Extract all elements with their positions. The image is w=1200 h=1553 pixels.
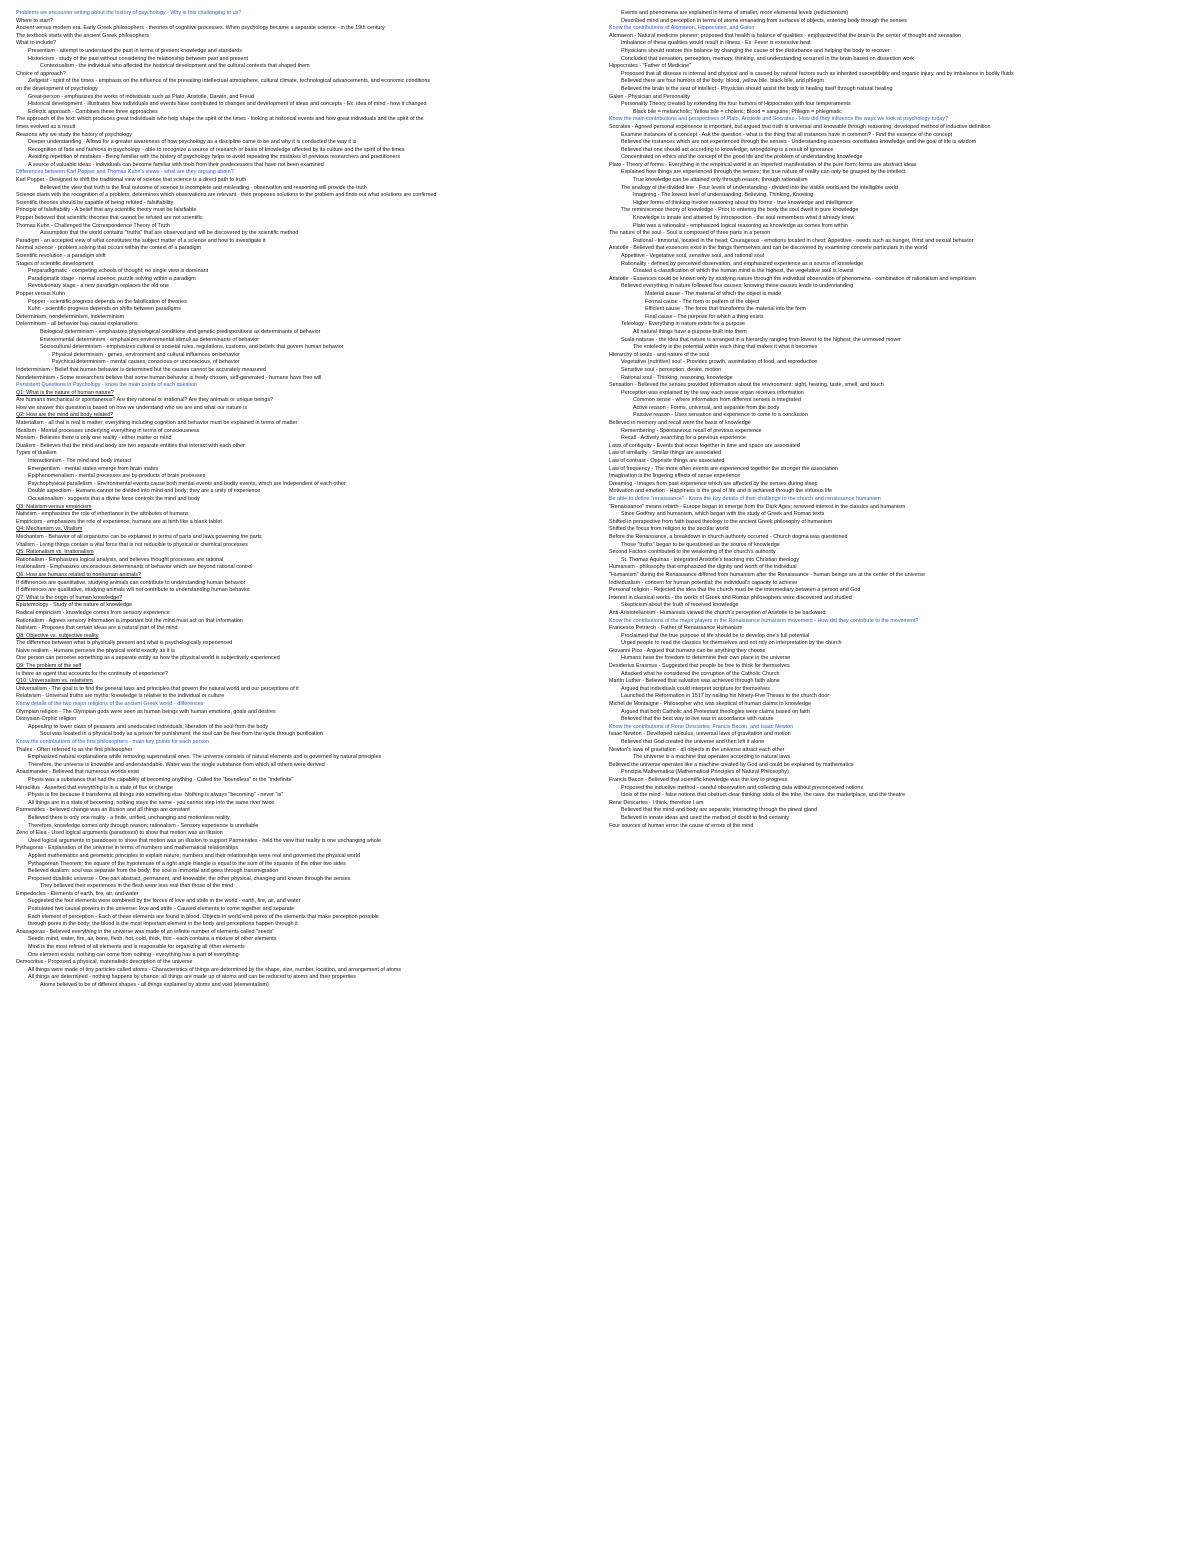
- note-line: Argued that both Catholic and Protestant theologies were claims based on faith: [621, 708, 810, 715]
- note-line: Biological determinism - emphasizes physiological conditions and genetic predispositions as determinants of behavior: [40, 328, 321, 335]
- question-heading: Q3: Nativism versus empiricism: [16, 503, 92, 510]
- note-line: Each element of perception - Each of these elements are found in blood. Objects in world emit pores of the elements that make perception possible: [28, 913, 379, 920]
- note-line: Personality Theory created by extending the four humors of Hippocrates with four temperaments: [621, 101, 851, 108]
- note-line: Zeno of Elea - Used logical arguments (paradoxes) to show that motion was an illusion: [16, 830, 223, 837]
- note-line: Socrates - Agreed personal experience is important, but argued that truth is universal and knowable through reasoning; developed method of inductive definition: [609, 123, 991, 130]
- note-line: Empiricism - emphasizes the role of experience; humans are at birth like a blank tablet: [16, 518, 222, 525]
- note-line: Epiphenomenalism - mental processes are by-products of brain processes: [28, 473, 206, 480]
- note-line: Individualism - concern for human potential; the individual's capacity to achieve: [609, 579, 798, 586]
- note-line: Believed the brain is the seat of intellect - Physician should assist the body in healing itself through natural healing: [621, 85, 893, 92]
- note-line: Emergentism - mental states emerge from brain states: [28, 465, 159, 472]
- note-line: Olympian religion - The Olympian gods were seen as human beings with human emotions, goals and desires: [16, 708, 276, 715]
- note-line: Eclectic approach - Combines these three approaches: [28, 108, 158, 115]
- note-line: Anaxagoras - Believed everything in the universe was made of an infinite number of elements called "seeds": [16, 928, 275, 935]
- section-heading: Know the contributions of Rene Descartes, Francis Bacon, and Isaac Newton: [609, 723, 794, 730]
- section-heading: Problems we encounter writing about the history of psychology - Why is this challenging to us?: [16, 10, 242, 16]
- note-line: Popper believed that scientific theories that cannot be refuted are not scientific: [16, 215, 203, 222]
- note-line: Francesco Petrarch - Father of Renaissance Humanism: [609, 625, 743, 632]
- note-line: Thales - Often referred to as the first philosopher: [16, 746, 133, 753]
- note-line: All natural things have a purpose built into them: [633, 328, 747, 335]
- note-line: One element exists; nothing can come from nothing - everything has a part of everything: [28, 951, 239, 958]
- note-line: Aristotle - Essences could be known only by studying nature through the individual observation of phenomena - combination of rationalism and empiricism: [609, 275, 976, 282]
- note-line: "Renaissance" means rebirth - Europe began to emerge from the Dark Ages; renewed interest in the classics and humanism: [609, 503, 906, 510]
- note-line: Principia Mathematica (Mathematical Principles of Natural Philosophy): [621, 769, 789, 776]
- note-line: Interactionism - The mind and body interact: [28, 458, 132, 465]
- note-line: All things are determined - nothing happens by chance; all things are made up of atoms and can be reduced to atoms and their properties: [28, 974, 356, 981]
- note-line: Giovanni Pico - Argued that humans can be anything they choose: [609, 647, 766, 654]
- note-line: Knowledge is innate and attained by introspection - the soul remembers what it already knew: [633, 215, 855, 222]
- note-line: Concluded that sensation, perception, memory, thinking, and understanding occurred in the brain based on dissection work: [621, 55, 914, 62]
- note-line: Believed dualism: soul was separate from the body; the soul is immortal and goes through transmigration: [28, 868, 279, 875]
- note-line: Therefore, knowledge comes only through reason; rationalism - Sensory experience is unreliable: [28, 822, 259, 829]
- note-line: Created a classification of which the human mind is the highest, the vegetative soul is lowest: [633, 268, 854, 275]
- note-line: Hippocrates - "Father of Medicine": [609, 63, 692, 70]
- note-line: Believed the view that truth is the final outcome of science is incomplete and misleading - observation and reasoning will provide the truth: [40, 184, 367, 191]
- note-line: Where to start?: [16, 17, 53, 24]
- section-heading: Know the contributions of the major players in the Renaissance humanism movement - How did they contribute to the movement?: [609, 617, 919, 624]
- note-line: Four sources of human error: the cause of errors of the mind: [609, 822, 754, 829]
- note-line: If differences are quantitative, studying animals can contribute to understanding human behavior: [16, 579, 246, 586]
- note-line: Types of dualism: [16, 450, 57, 457]
- note-line: Mechanism - Behavior of all organisms can be explained in terms of parts and laws governing the parts: [16, 533, 262, 540]
- note-line: Used logical arguments to paradoxes to show that motion was an illusion to support Parmenides - held the view that reality is one unchanging whole: [28, 837, 381, 844]
- note-line: Attacked what he considered the corruption of the Catholic Church: [621, 670, 780, 677]
- note-line: Occasionalism - suggests that a divine force controls the mind and body: [28, 496, 200, 502]
- note-line: A source of valuable ideas - individuals can become familiar with tools from their predecessors that have not been examined: [28, 161, 324, 168]
- note-line: Concentrated on ethics and the concept of the good life and the problem of understanding knowledge: [621, 154, 863, 161]
- note-line: Argued that individuals could interpret scripture for themselves: [621, 685, 770, 692]
- note-line: The textbook starts with the ancient Greek philosophers: [16, 32, 150, 39]
- note-line: Pythagorean Theorem: the square of the hypotenuse of a right angle triangle is equal to the sum of the squares of the other two sides: [28, 860, 346, 867]
- note-line: Vitalism - Living things contain a vital force that is not reducible to physical or chemical processes: [16, 541, 248, 548]
- note-line: Radical empiricism - knowledge comes from sensory experience: [16, 609, 170, 616]
- note-line: Believed that the mind and body are separate; interacting through the pineal gland: [621, 807, 817, 814]
- note-line: Teleology - Everything in nature exists for a purpose: [621, 321, 746, 328]
- note-line: The entelechy is the potential within each thing that makes it what it becomes: [633, 344, 818, 351]
- note-line: Recognition of fads and fashions in psychology - able to recognize a source of research or basis of knowledge affected by its culture and the spirit of the times: [28, 146, 405, 153]
- note-line: Environmental determinism - emphasizes environmental stimuli as determinants of behavior: [40, 336, 260, 343]
- note-line: Determinism, nondeterminism, indeterminism: [16, 313, 125, 320]
- note-line: Irrationalism - Emphasizes unconscious determinants of behavior which are beyond rational control: [16, 564, 253, 571]
- note-line: Therefore, the universe is knowable and understandable. Water was the single substance from which all others were derived: [28, 761, 325, 768]
- note-line: Historicism - study of the past without considering the relationship between past and present: [28, 55, 248, 62]
- note-line: Stages of scientific development: [16, 260, 94, 267]
- note-line: Rational soul - Thinking, reasoning, knowledge: [621, 374, 733, 381]
- note-line: What to include?: [16, 40, 57, 47]
- note-line: Applied mathematics and geometric principles to explain nature; numbers and their relationships were real and governed the physical world: [28, 852, 361, 859]
- note-line: Epistemology - Study of the nature of knowledge: [16, 602, 132, 609]
- question-heading: Q1: What is the nature of human nature?: [16, 389, 114, 396]
- note-line: Psychical determinism - mental causes, conscious or unconscious, of behavior: [52, 359, 240, 366]
- note-line: Physis was a substance that had the capability of becoming anything - Called the "boundless" or the "indefinite": [28, 776, 294, 783]
- note-line: Choice of approach?: [16, 70, 66, 77]
- note-line: Assumption that the world contains "truths" that are observed and will be discovered by the scientific method: [40, 230, 299, 237]
- note-line: Physicians should restore this balance by changing the cause of the disturbance and helping the body to recover: [621, 47, 890, 54]
- note-line: Determinism - all behavior has causal explanations: [16, 321, 138, 328]
- note-line: Kuhn - scientific progress depends on shifts between paradigms: [28, 306, 181, 313]
- note-line: Imagination is the lingering effects of sense experience: [609, 473, 741, 480]
- note-line: Plato was a rationalist - emphasized logical reasoning as knowledge as comes from within: [633, 222, 848, 229]
- note-line: Vegetative (nutritive) soul - Provides growth, assimilation of food, and reproduction: [621, 359, 818, 366]
- note-line: Mind is the most refined of all elements and is responsible for organizing all other elements: [28, 944, 245, 951]
- note-line: Urged people to read the classics for themselves and not rely on interpretation by the church: [621, 640, 842, 647]
- note-line: Dreaming - Images from past experience which are affected by the senses during sleep: [609, 480, 818, 487]
- note-line: Psychophysical parallelism - Environmental events cause both mental events and bodily events, which are independent of each other: [28, 480, 346, 487]
- note-line: Formal cause - The form or pattern of the object: [645, 298, 760, 305]
- note-line: Double aspectism - Humans cannot be divided into mind and body; they are a unity of experience: [28, 488, 261, 495]
- note-line: Events and phenomena are explained in terms of smaller, more elemental levels (reductionism): [621, 10, 849, 16]
- note-line: The nature of the soul - Soul is composed of three parts in a person: [609, 230, 771, 237]
- note-line: Recall - Actively searching for a previous experience: [621, 435, 746, 442]
- note-line: Believed that God created the universe and then left it alone: [621, 739, 765, 745]
- note-line: Common sense - where information from different senses is integrated: [633, 397, 801, 404]
- note-line: Second Factors contributed to the weakening of the church's authority: [609, 549, 776, 556]
- note-line: Remembering - Spontaneous recall of previous experience: [621, 427, 762, 434]
- question-heading: Q10: Universalism vs. relativism: [16, 678, 93, 685]
- note-line: Alcmaeon - Natural medicine pioneer; proposed that health is balance of qualities - emphasized that the brain is the center of thought and sensation: [609, 32, 962, 39]
- note-line: If differences are qualitative, studying animals will not contribute to understanding human behavior: [16, 587, 250, 594]
- note-line: Michel de Montaigne - Philosopher who was skeptical of human claims to knowledge: [609, 701, 811, 708]
- note-line: Pythagoras - Explanation of the universe in terms of numbers and mathematical relationships: [16, 845, 239, 852]
- note-line: Avoiding repetition of mistakes - Being familiar with the history of psychology helps to avoid repeating the mistakes of previous researchers and practitioners: [28, 154, 401, 161]
- note-line: Suggested the four elements were combined by the forces of love and strife in the world - earth, fire, air, and water: [28, 898, 301, 905]
- note-line: Dionysian-Orphic religion: [16, 716, 77, 723]
- note-line: Humans have the freedom to determine their own place in the universe: [621, 655, 791, 662]
- section-heading: Know the main contributions and perspectives of Plato, Aristotle and Socrates - How did they influence the ways we look at psychology today?: [609, 116, 948, 123]
- note-line: Rene Descartes - I think, therefore I am: [609, 799, 704, 806]
- note-line: through pores in the body; the blood is the most important element in the body and perceptions happen through it: [28, 921, 298, 928]
- question-heading: Q5: Rationalism vs. Irrationalism: [16, 549, 94, 556]
- note-line: Since Godfrey and humanism, which began with the study of Greek and Roman texts: [621, 511, 825, 518]
- note-line: All things are in a state of becoming; nothing stays the same - you cannot step into the same river twice: [28, 799, 275, 806]
- note-line: Sociocultural determinism - emphasizes cultural or societal rules, regulations, customs, and beliefs that govern human behavior: [40, 344, 344, 351]
- note-line: Great-person - emphasizes the works of individuals such as Plato, Aristotle, Darwin, and Freud: [28, 93, 254, 100]
- note-line: Physical determinism - genes, environment and cultural influences on behavior: [52, 351, 240, 358]
- note-line: The analogy of the divided line - Four levels of understanding - divided into the visible world and the intelligible world: [621, 184, 898, 191]
- note-line: Personal religion - Rejected the idea that the church must be the intermediary between a person and God: [609, 587, 861, 594]
- note-line: Postulated two causal powers in the universe: love and strife - Caused elements to come together and separate: [28, 906, 295, 913]
- note-line: Believed in memory and recall were the basis of knowledge: [609, 420, 751, 427]
- note-line: Monism - Believes there is only one reality - either matter or mind: [16, 435, 172, 442]
- note-line: Principle of falsifiability - A belief that any scientific theory must be falsifiable: [16, 207, 197, 214]
- note-line: Nondeterminism - Some researchers believe that some human behavior is freely chosen, self-generated - humans have free will: [16, 374, 322, 381]
- note-line: Explained how things are experienced through the senses; the true nature of reality can only be grasped by the intellect: [621, 169, 906, 176]
- section-heading: Be able to define "renaissance" - Know the key details of their challenge to the church and renaissance humanism: [609, 496, 881, 502]
- note-line: Law of frequency - The more often events are experienced together the stronger the association: [609, 465, 838, 472]
- note-line: Presentism - attempt to understand the past in terms of present knowledge and standards: [28, 47, 242, 54]
- note-line: Science starts with the recognition of a problem, determines which observations are relevant - then proposes solutions to the problem and finds out what solutions are confirmed: [16, 192, 437, 199]
- note-line: Martin Luther - Believed that salvation was achieved through faith alone: [609, 678, 780, 685]
- note-line: Democritus - Proposed a physical, materialistic description of the universe: [16, 959, 193, 966]
- note-line: Paradigmatic stage - normal science; puzzle solving within a paradigm: [28, 275, 196, 282]
- note-line: Heraclitus - Asserted that everything is in a state of flux or change: [16, 784, 173, 791]
- note-line: Dualism - Believes that the mind and body are two separate entities that interact with each other: [16, 442, 245, 449]
- note-line: Scientific revolution - a paradigm shift: [16, 253, 106, 259]
- note-line: Physis is fire because it transforms all things into something else. Nothing is always "becoming" - never "is": [28, 792, 284, 799]
- note-line: Newton's laws of gravitation - all objects in the universe attract each other: [609, 746, 785, 753]
- note-line: Believed everything in nature followed four causes; knowing these causes leads to understanding: [621, 283, 854, 290]
- note-line: Appetitive - Vegetative soul, sensitive soul, and rational soul: [621, 253, 764, 259]
- note-line: The approach of the text: which produces great individuals who help shape the spirit of the times - looking at historical events and how great individuals and the spirit of the: [16, 116, 424, 123]
- note-line: Popper - scientific progress depends on the falsification of theories: [28, 298, 187, 305]
- note-line: Nativism - emphasizes the role of inheritance in the attributes of humans: [16, 511, 189, 518]
- note-line: on the development of psychology: [16, 85, 98, 92]
- note-line: Examine instances of a concept - Ask the question - what is the thing that all instances have in common? - Find the essence of the concept: [621, 131, 953, 138]
- note-line: Material cause - The material of which the object is made: [645, 290, 782, 297]
- note-line: Black bile = melancholic; Yellow bile = choleric; Blood = sanguine; Phlegm = phlegmatic: [633, 108, 842, 115]
- section-heading: Know details of the two major religions of the ancient Greek world - differences: [16, 701, 204, 708]
- note-line: Rationality - defined by perceived observation, and emphasized experience as a source of knowledge: [621, 260, 864, 267]
- note-line: Believed the universe operates like a machine created by God and could be explained by mathematics: [609, 761, 854, 768]
- note-line: Motivation and emotion - Happiness is the goal of life and is achieved through the virtuous life: [609, 488, 832, 495]
- note-line: Materialism - all that is real is matter; everything including cognition and behavior must be explained in terms of matter: [16, 420, 298, 427]
- right-column: [609, 10, 1186, 1545]
- note-line: Active reason - Forms, universal, and separate from the body: [633, 404, 780, 411]
- note-line: Proposed that all disease is internal and physical and is caused by natural factors such as inherited susceptibility and organic injury, and by imbalance in bodily fluids: [621, 70, 1014, 77]
- note-line: Isaac Newton - Developed calculus, universal laws of gravitation and motion: [609, 731, 791, 738]
- note-line: Rationalism - Emphasizes logical analysis, and believes thought processes are rational: [16, 556, 224, 563]
- note-line: Hierarchy of souls - and nature of the soul: [609, 351, 710, 358]
- note-line: Universalism - The goal is to find the general laws and principles that govern the natural world and our perceptions of it: [16, 685, 299, 692]
- note-line: Deeper understanding - Allows for a greater awareness of how psychology as a discipline came to be and why it is conducted the way it is: [28, 139, 357, 146]
- note-line: Higher forms of thinking involve reasoning about the forms - true knowledge and intelligence: [633, 199, 853, 206]
- note-line: Are humans mechanical or spontaneous? Are they rational or irrational? Are they animals or unique beings?: [16, 397, 274, 404]
- note-line: Preparadigmatic - competing schools of thought; no single view is dominant: [28, 268, 209, 275]
- section-heading: Know the contributions of the first philosophers - main key points for each person: [16, 739, 209, 745]
- section-heading: Know the contributions of Alcmaeon, Hippocrates, and Galen: [609, 25, 755, 32]
- section-heading: Persistent Questions in Psychology - know the main points of each question: [16, 382, 197, 389]
- note-line: Proposed dualistic universe - One part abstract, permanent, and knowable; the other physical, changing and known through the senses: [28, 875, 351, 882]
- note-line: Soul was located in a physical body as a prison for punishment; the soul can be free from the cycle through purification: [40, 731, 323, 738]
- note-line: Indeterminism - Belief that human behavior is determined but the causes cannot be accurately measured: [16, 366, 266, 373]
- note-line: Launched the Reformation in 1517 by nailing his Ninety-Five Theses to the church door: [621, 693, 830, 700]
- note-line: Proclaimed that the true purpose of life should be to develop one's full potential: [621, 632, 810, 639]
- note-line: Final cause - The purpose for which a thing exists: [645, 313, 764, 320]
- note-line: Believed the instances which are not experienced through the senses - Understanding essences constitutes knowledge and the goal of life is wisdom: [621, 139, 977, 146]
- note-line: Shifted the focus from religion to the secular world: [609, 526, 729, 533]
- note-line: Revolutionary stage - a new paradigm replaces the old one: [28, 283, 169, 290]
- note-line: The reminiscence theory of knowledge - Prior to entering the body the soul dwelt in pure knowledge: [621, 207, 859, 214]
- note-line: Seeds: mind, water, fire, air, bone, flesh, hot, cold, thick, thin - each contains a mixture of other elements: [28, 936, 277, 943]
- note-line: Imagining - The lowest level of understanding; Believing, Thinking, Knowing: [633, 192, 814, 199]
- note-line: Plato - Theory of forms - Everything in the empirical world is an imperfect manifestation of the pure form; forms are abstract ideas: [609, 161, 917, 168]
- note-line: times evolved as a result: [16, 123, 76, 130]
- note-line: Appealing to lower class of peasants and uneducated individuals; liberation of the soul from the body: [28, 723, 269, 730]
- note-line: Contextualism - the individual who affected the historical development and the cultural contexts that shaped them: [40, 63, 310, 70]
- note-line: St. Thomas Aquinas - integrated Aristotle's teaching into Christian theology: [621, 556, 800, 563]
- note-line: Rational - Immortal, located in the head; Courageous - emotions located in chest; Appetitive - needs such as hunger, thirst and sexual behavior: [633, 237, 974, 244]
- question-heading: Q6: How are humans related to nonhuman animals?: [16, 571, 141, 578]
- note-line: Emphasized natural explanations while removing supernatural ones. The universe consists of natural elements and is governed by natural principles: [28, 754, 382, 761]
- left-column: [16, 10, 593, 1545]
- note-line: Nativism - Proposes that certain ideas are a natural part of the mind: [16, 625, 178, 632]
- note-line: Zeitgeist - spirit of the times - emphasis on the influence of the prevailing intellectual atmosphere, cultural climate, technological advancements, and economic conditions: [28, 78, 431, 85]
- note-line: Those "truths" began to be questioned as the source of knowledge: [621, 541, 780, 548]
- note-line: Rationalism - Agrees sensory information is important but the mind must act on that information: [16, 617, 243, 624]
- note-line: Karl Popper - Designed to shift the traditional view of science that science is a direct path to truth: [16, 177, 247, 184]
- note-line: "Humanism" during the Renaissance differed from humanism after the Renaissance - human beings are at the center of the universe: [609, 571, 925, 578]
- note-line: Efficient cause - The force that transforms the material into the form: [645, 306, 806, 313]
- note-line: Humanism - philosophy that emphasized the dignity and worth of the individual: [609, 564, 797, 571]
- note-line: True knowledge can be attained only through reason; through rationalism: [633, 177, 808, 184]
- note-line: Idols of the mind - false notions that obstruct clear thinking: idols of the tribe, the cave, the marketplace, and the theatre: [621, 792, 906, 799]
- note-line: Anti-Aristotelianism - Humanists viewed the church's perception of Aristotle to be backward: [609, 609, 826, 616]
- note-line: They believed their experiences in the flesh were less real than those of the mind: [40, 883, 234, 890]
- note-line: Proposed the inductive method - careful observation and collecting data without preconceived notions: [621, 784, 864, 791]
- note-line: All things were made of tiny particles called atoms - Characteristics of things are determined by the shape, size, number, location, and arrangement of atoms: [28, 966, 402, 973]
- note-line: Galen - Physician and Personality: [609, 93, 690, 100]
- note-line: Thomas Kuhn - Challenged the Correspondence Theory of Truth: [16, 222, 170, 229]
- note-line: Ancient versus modern era. Early Greek philosophers - theories of cognitive processes. When psychology became a separate science - in the 19th century: [16, 25, 385, 32]
- note-line: Law of similarity - Similar things are associated: [609, 450, 722, 457]
- note-line: Reasons why we study the history of psychology: [16, 131, 132, 138]
- question-heading: Q8: Objective vs. subjective reality: [16, 632, 99, 639]
- note-line: Believed in innate ideas and used the method of doubt to find certainty: [621, 814, 790, 821]
- note-line: Idealism - Mental processes underlying everything in terms of consciousness: [16, 427, 200, 434]
- note-line: Paradigm - an accepted view of what constitutes the subject matter of a science and how to investigate it: [16, 237, 266, 244]
- note-line: Historical development - illustrates how individuals and events have contributed to changes and development of ideas and concepts - Ex: idea of mind - how it changed: [28, 101, 427, 108]
- section-heading: Differences between Karl Popper and Thomas Kuhn's views - what are they arguing about?: [16, 169, 234, 176]
- note-line: Relativism - Universal truths are myths; knowledge is relative to the individual or culture: [16, 693, 225, 700]
- note-line: Empedocles - Elements of earth, fire, air, and water: [16, 890, 139, 897]
- note-line: Believed that one should act according to knowledge; wrongdoing is a result of ignorance: [621, 146, 834, 153]
- note-line: Perception was explained by the way each sense organ receives information: [621, 389, 804, 396]
- note-line: The universe is a machine that operates according to natural laws: [633, 754, 791, 761]
- note-line: Parmenides - believed change was an illusion and all things are constant: [16, 807, 190, 814]
- note-line: Imbalance of these qualities would result in illness - Ex: Fever is excessive heat: [621, 40, 811, 47]
- note-line: Is there an agent that accounts for the continuity of experience?: [16, 670, 168, 677]
- note-line: The difference between what is physically present and what is psychologically experienced: [16, 640, 233, 647]
- note-line: How we answer this question is based on how we understand who we are and what our nature is: [16, 404, 248, 411]
- note-line: Sensitive soul - perception, desire, motion: [621, 366, 722, 373]
- note-line: Atoms believed to be of different shapes - all things explained by atoms and void (elementalism): [40, 982, 269, 988]
- question-heading: Q4: Mechanism vs. Vitalism: [16, 526, 83, 533]
- note-line: Described mind and perception in terms of atoms emanating from surfaces of objects, entering body through the senses: [621, 17, 907, 24]
- note-line: Normal science - problem solving that occurs within the context of a paradigm: [16, 245, 202, 252]
- question-heading: Q7: What is the origin of human knowledge?: [16, 594, 123, 601]
- note-line: Popper versus Kuhn: [16, 290, 65, 297]
- note-line: Law of contrast - Opposite things are associated: [609, 458, 725, 465]
- note-line: Sensation - Believed the senses provided information about the environment: sight, hearing, taste, smell, and touch: [609, 382, 884, 389]
- note-line: Naive realism - Humans perceive the physical world exactly as it is: [16, 647, 175, 654]
- note-line: Shifted in perspective from faith based theology to the ancient Greek philosophy of humanism: [609, 518, 833, 525]
- note-line: Anaximander - Believed that numerous worlds exist: [16, 769, 139, 776]
- note-line: Before the Renaissance, a breakdown in church authority occurred - Church dogma was questioned: [609, 533, 848, 540]
- note-line: Desiderius Erasmus - Suggested that people be free to think for themselves: [609, 663, 790, 670]
- question-heading: Q2: How are the mind and body related?: [16, 412, 114, 419]
- note-line: Scientific theories should be capable of being refuted - falsifiability: [16, 199, 174, 206]
- note-line: Skepticism about the truth of received knowledge: [621, 602, 739, 609]
- note-line: Believed there are four humors of the body: blood, yellow bile, black bile, and phlegm: [621, 78, 824, 85]
- note-line: Believed that the best way to live was in accordance with nature: [621, 716, 774, 723]
- note-line: Aristotle - Believed that essences exist in the things themselves and can be discovered by examining concrete particulars in the world: [609, 245, 928, 252]
- note-line: Laws of contiguity - Events that occur together in time and space are associated: [609, 442, 800, 449]
- note-line: One person can perceive something as a separate entity as how the physical world is subjectively experienced: [16, 655, 280, 662]
- note-line: Interest in classical works - the works of Greek and Roman philosophers were discovered and studied: [609, 594, 852, 601]
- note-line: Believed there is only one reality - a finite, unified, unchanging and motionless reality: [28, 814, 230, 821]
- note-line: Francis Bacon - Believed that scientific knowledge was the key to progress: [609, 776, 788, 783]
- note-line: Scala naturae - the idea that nature is arranged in a hierarchy ranging from lowest to the highest; the unmoved mover: [621, 336, 901, 343]
- question-heading: Q9: The problem of the self: [16, 663, 82, 670]
- note-line: Passive reason - Uses sensation and experience to come to a conclusion: [633, 412, 808, 419]
